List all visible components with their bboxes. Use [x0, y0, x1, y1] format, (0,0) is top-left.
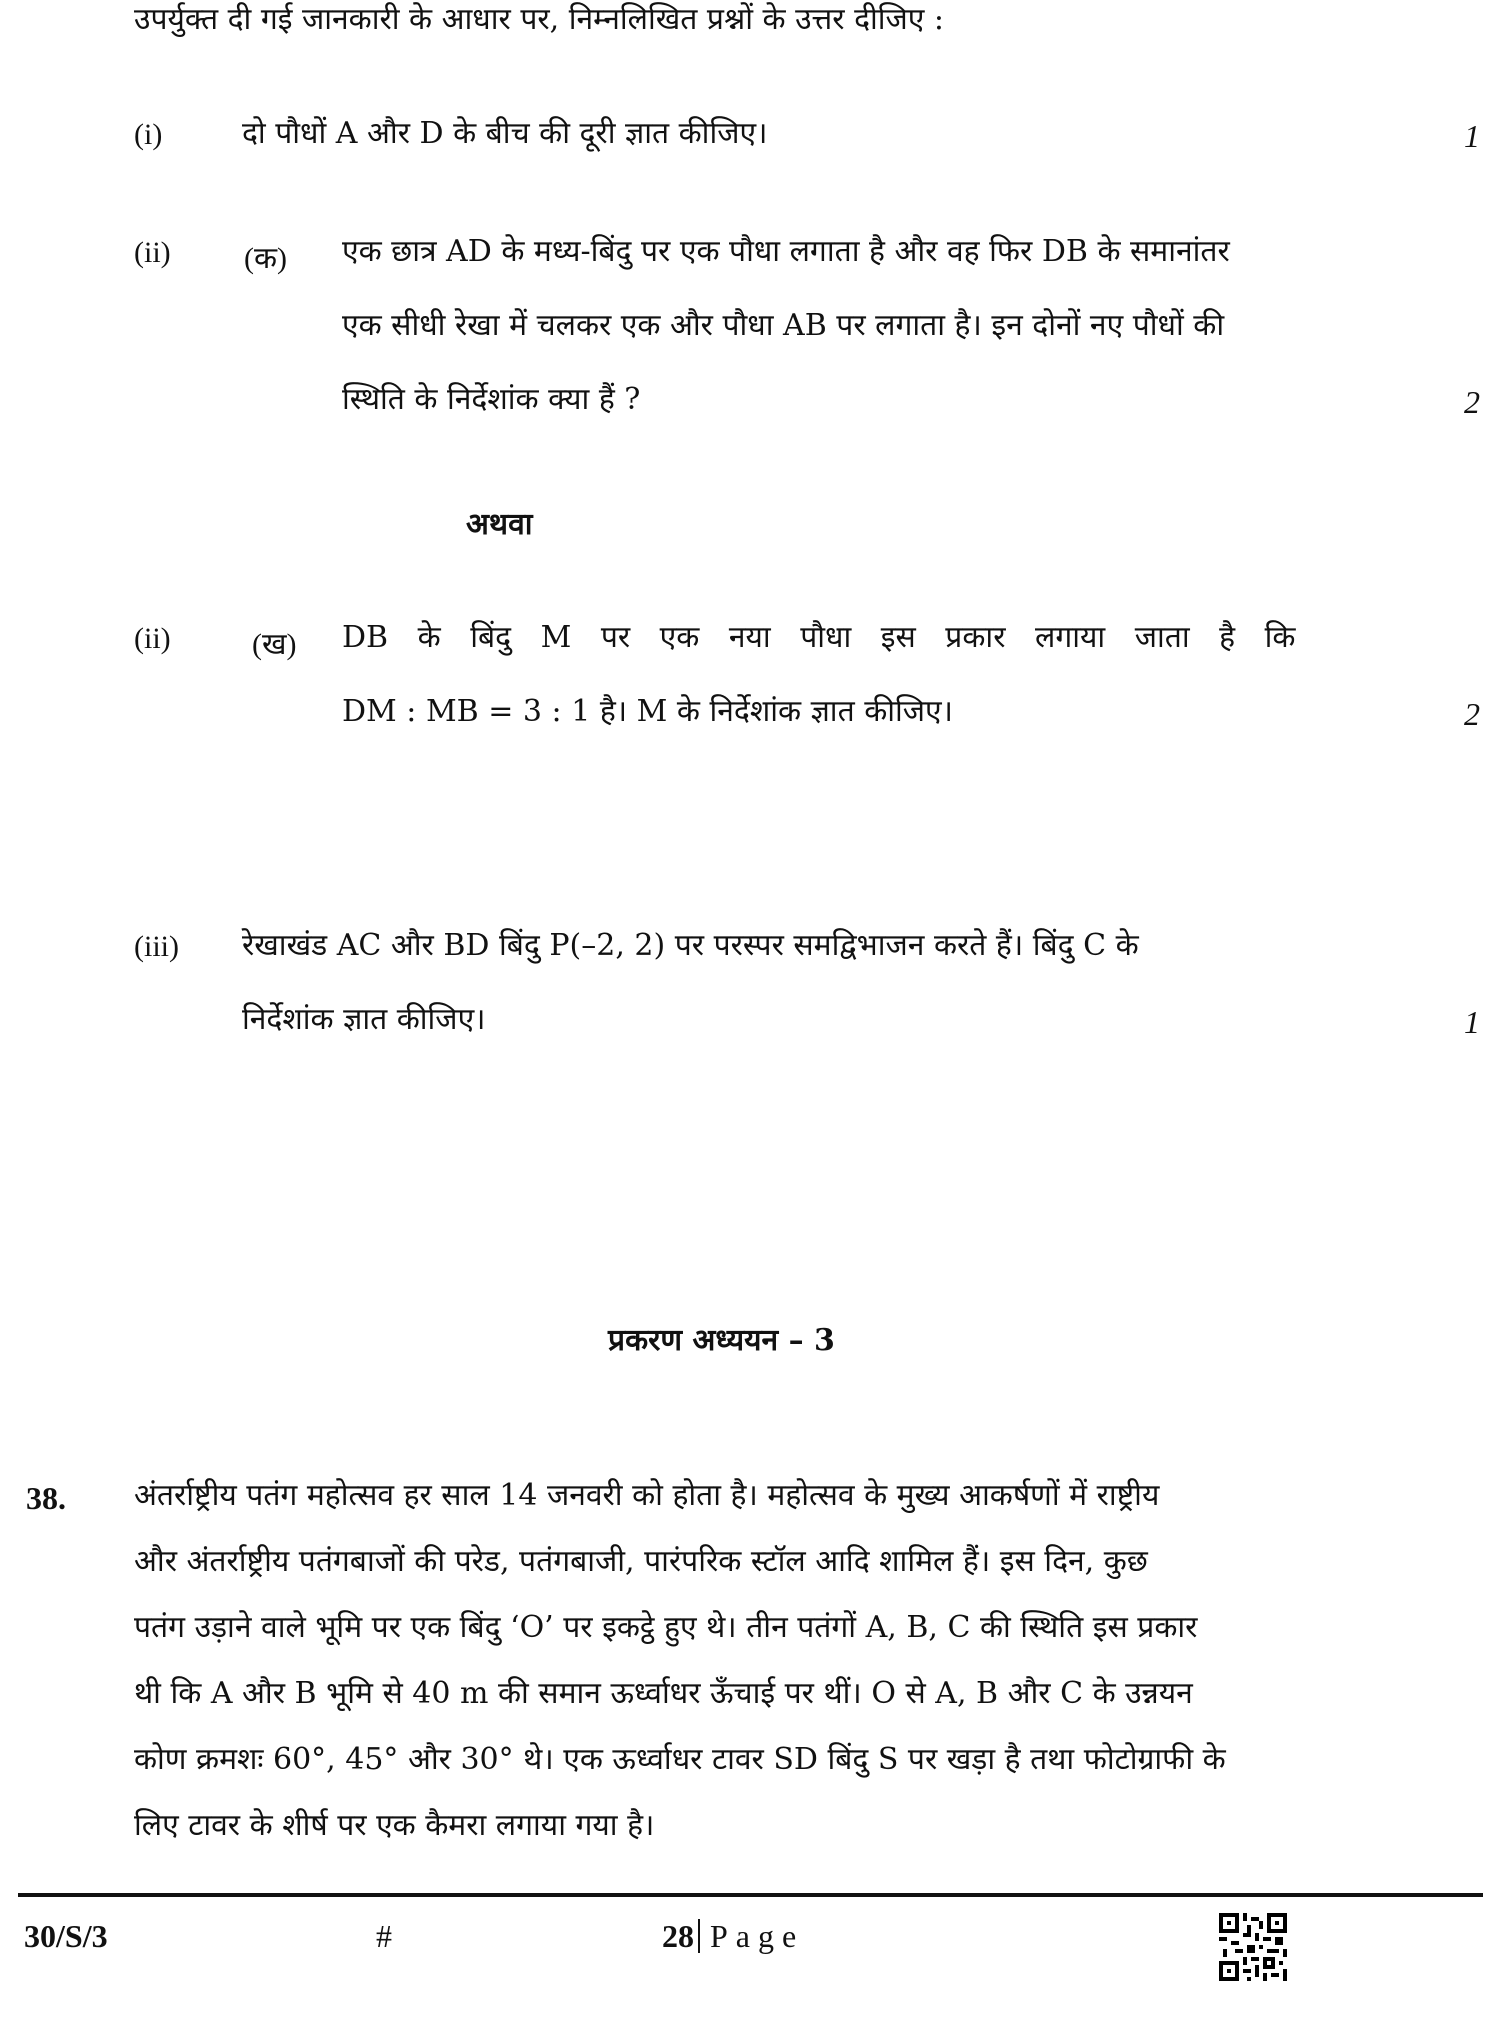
- marks-iii: 1: [1464, 1004, 1480, 1040]
- case-study-line-5: कोण क्रमशः 60°, 45° और 30° थे। एक ऊर्ध्वाधर टावर SD बिंदु S पर खड़ा है तथा फोटोग्राफी के: [134, 1742, 1226, 1777]
- marks-i: 1: [1464, 118, 1480, 154]
- qr-code-icon: [1219, 1913, 1287, 1981]
- intro-instruction: उपर्युक्त दी गई जानकारी के आधार पर, निम्नलिखित प्रश्नों के उत्तर दीजिए :: [134, 2, 945, 37]
- case-study-line-4: थी कि A और B भूमि से 40 m की समान ऊर्ध्वाधर ऊँचाई पर थीं। O से A, B और C के उन्नयन: [134, 1676, 1193, 1711]
- sub-label-ka: (क): [244, 242, 288, 275]
- question-label-iii: (iii): [134, 930, 179, 963]
- or-separator: अथवा: [466, 507, 533, 542]
- question-ii-b-line-2: DM : MB = 3 : 1 है। M के निर्देशांक ज्ञात कीजिए।: [342, 694, 954, 729]
- page-separator: [698, 1919, 700, 1953]
- question-ii-b-line-1-text: DB के बिंदु M पर एक नया पौधा इस प्रकार लगाया जाता है कि: [342, 620, 1296, 655]
- question-i-text: दो पौधों A और D के बीच की दूरी ज्ञात कीजिए।: [242, 116, 768, 151]
- question-label-ii-a: (ii): [134, 236, 171, 269]
- marks-ii-a: 2: [1464, 384, 1480, 420]
- paper-code: 30/S/3: [24, 1918, 108, 1954]
- question-label-ii-b: (ii): [134, 622, 171, 655]
- footer-divider: [18, 1893, 1483, 1897]
- marks-ii-b: 2: [1464, 696, 1480, 732]
- question-number-38: 38.: [26, 1480, 66, 1516]
- question-ii-a-line-3: स्थिति के निर्देशांक क्या हैं ?: [342, 382, 641, 417]
- sub-label-kha: (ख): [252, 628, 297, 661]
- case-study-line-6: लिए टावर के शीर्ष पर एक कैमरा लगाया गया है।: [134, 1808, 655, 1843]
- question-label-i: (i): [134, 118, 163, 151]
- page-word: Page: [710, 1918, 805, 1954]
- question-iii-line-2: निर्देशांक ज्ञात कीजिए।: [242, 1002, 486, 1037]
- question-ii-b-line-1: [342, 620, 1394, 656]
- case-study-line-1: अंतर्राष्ट्रीय पतंग महोत्सव हर साल 14 जनवरी को होता है। महोत्सव के मुख्य आकर्षणों में राष्ट्रीय: [134, 1478, 1160, 1513]
- page-indicator: [662, 1918, 804, 1955]
- page-number: 28: [662, 1918, 694, 1954]
- case-study-line-2: और अंतर्राष्ट्रीय पतंगबाजों की परेड, पतंगबाजी, पारंपरिक स्टॉल आदि शामिल हैं। इस दिन, कुछ: [134, 1544, 1148, 1579]
- question-ii-a-line-2: एक सीधी रेखा में चलकर एक और पौधा AB पर लगाता है। इन दोनों नए पौधों की: [342, 308, 1225, 343]
- case-study-line-3: पतंग उड़ाने वाले भूमि पर एक बिंदु ‘O’ पर इकट्ठे हुए थे। तीन पतंगों A, B, C की स्थिति इस प्रकार: [134, 1610, 1198, 1645]
- footer-hash: #: [376, 1918, 392, 1954]
- question-iii-line-1: रेखाखंड AC और BD बिंदु P(–2, 2) पर परस्पर समद्विभाजन करते हैं। बिंदु C के: [242, 928, 1139, 963]
- question-ii-a-line-1: एक छात्र AD के मध्य-बिंदु पर एक पौधा लगाता है और वह फिर DB के समानांतर: [342, 234, 1230, 269]
- case-study-heading: प्रकरण अध्ययन – 3: [608, 1323, 835, 1358]
